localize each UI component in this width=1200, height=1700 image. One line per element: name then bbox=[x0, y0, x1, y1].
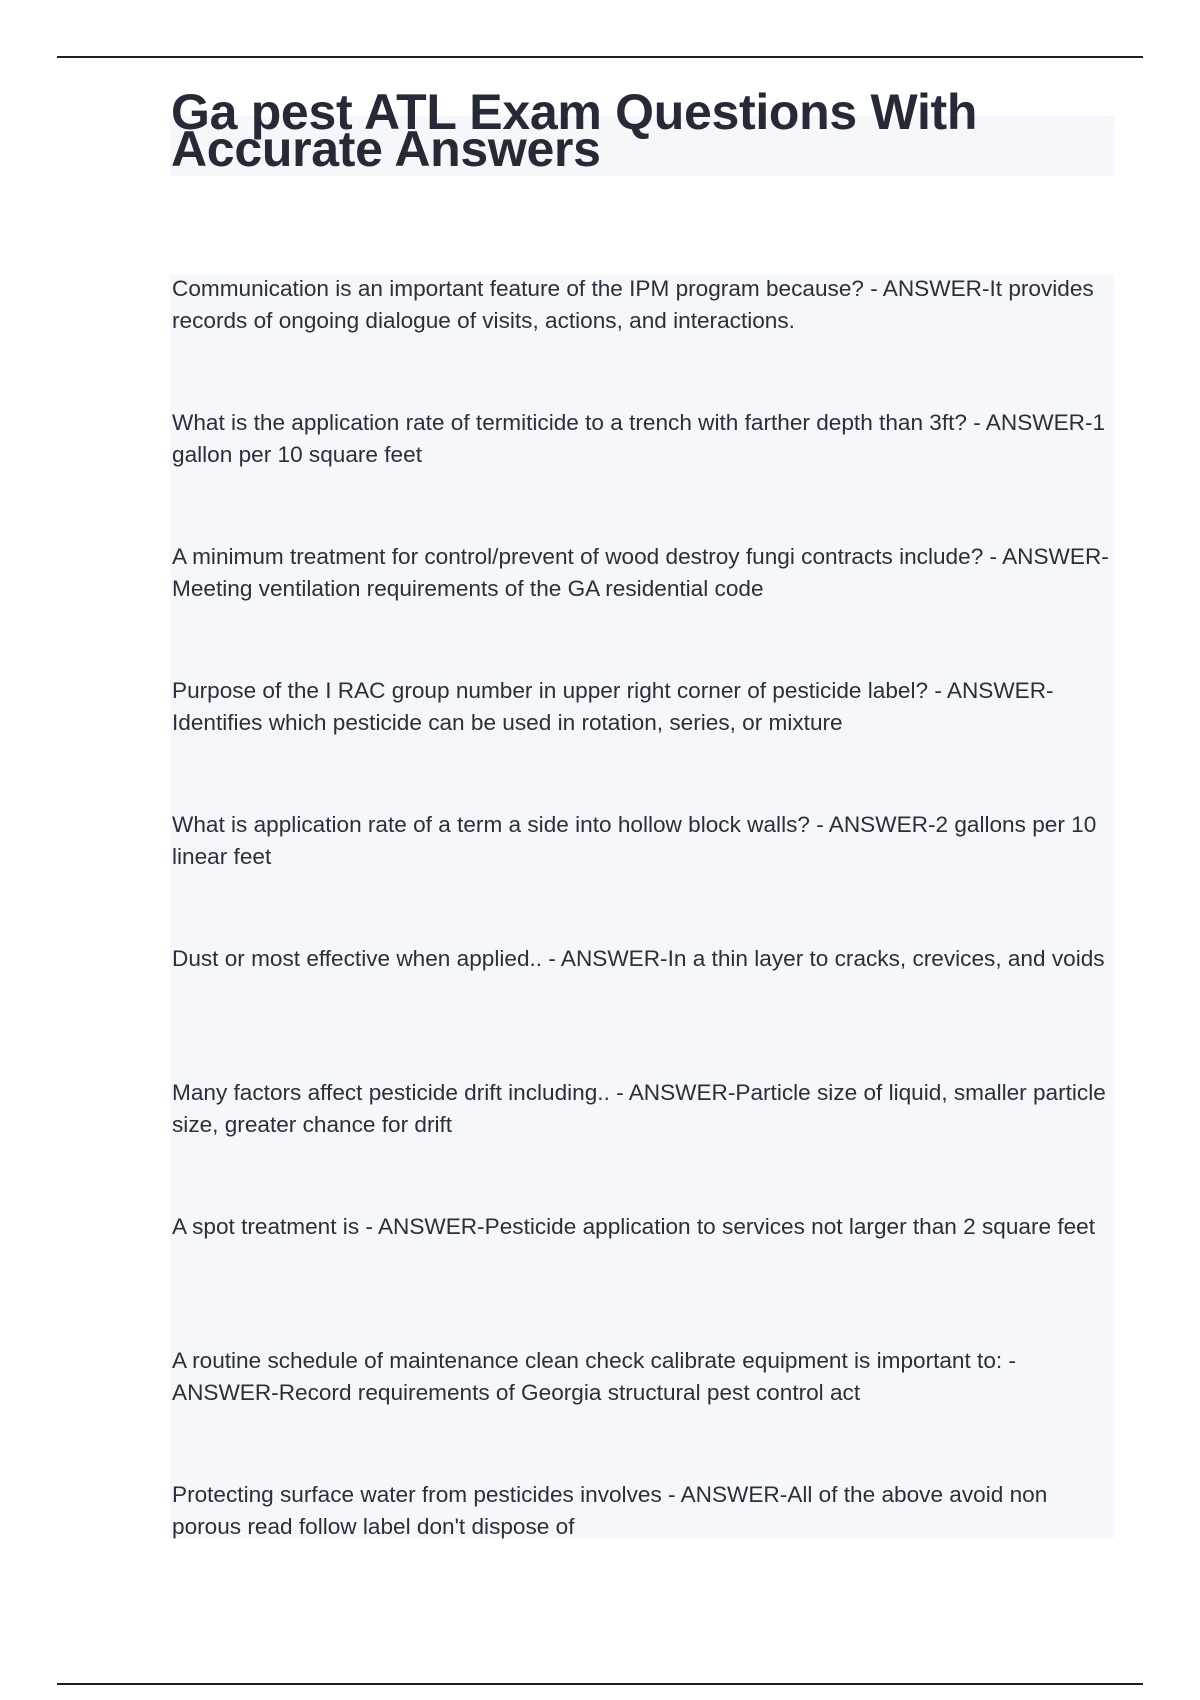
top-divider bbox=[57, 56, 1143, 58]
qa-text: Many factors affect pesticide drift including.. - ANSWER-Particle size of liquid, smaller particle size, greater chance for drift bbox=[172, 1080, 1106, 1137]
qa-item bbox=[172, 407, 1112, 541]
bottom-divider bbox=[57, 1683, 1143, 1685]
qa-text: A minimum treatment for control/prevent of wood destroy fungi contracts include? - ANSWER-Meeting ventilation requirements of the GA residential code bbox=[172, 544, 1109, 601]
qa-text: Purpose of the I RAC group number in upper right corner of pesticide label? - ANSWER-Identifies which pesticide can be used in rotation, series, or mixture bbox=[172, 678, 1054, 735]
qa-list bbox=[172, 273, 1112, 1613]
qa-item bbox=[172, 273, 1112, 407]
qa-text: What is the application rate of termiticide to a trench with farther depth than 3ft? - ANSWER-1 gallon per 10 square feet bbox=[172, 410, 1106, 467]
qa-item bbox=[172, 1479, 1112, 1613]
qa-item bbox=[172, 809, 1112, 943]
qa-text: Protecting surface water from pesticides involves - ANSWER-All of the above avoid non porous read follow label don't dispose of bbox=[172, 1482, 1048, 1539]
qa-text: Dust or most effective when applied.. - ANSWER-In a thin layer to cracks, crevices, and voids bbox=[172, 946, 1105, 971]
qa-text: A spot treatment is - ANSWER-Pesticide application to services not larger than 2 square feet bbox=[172, 1214, 1096, 1239]
qa-item bbox=[172, 1211, 1112, 1345]
document-title: Ga pest ATL Exam Questions With Accurate Answers bbox=[171, 84, 978, 177]
qa-item bbox=[172, 943, 1112, 1077]
qa-item bbox=[172, 1077, 1112, 1211]
qa-item bbox=[172, 541, 1112, 675]
qa-text: A routine schedule of maintenance clean check calibrate equipment is important to: - ANSWER-Record requirements of Georgia structural pest control act bbox=[172, 1348, 1016, 1405]
qa-text: What is application rate of a term a side into hollow block walls? - ANSWER-2 gallons per 10 linear feet bbox=[172, 812, 1097, 869]
qa-item bbox=[172, 675, 1112, 809]
qa-text: Communication is an important feature of the IPM program because? - ANSWER-It provides records of ongoing dialogue of visits, actions, and interactions. bbox=[172, 276, 1094, 333]
qa-item bbox=[172, 1345, 1112, 1479]
